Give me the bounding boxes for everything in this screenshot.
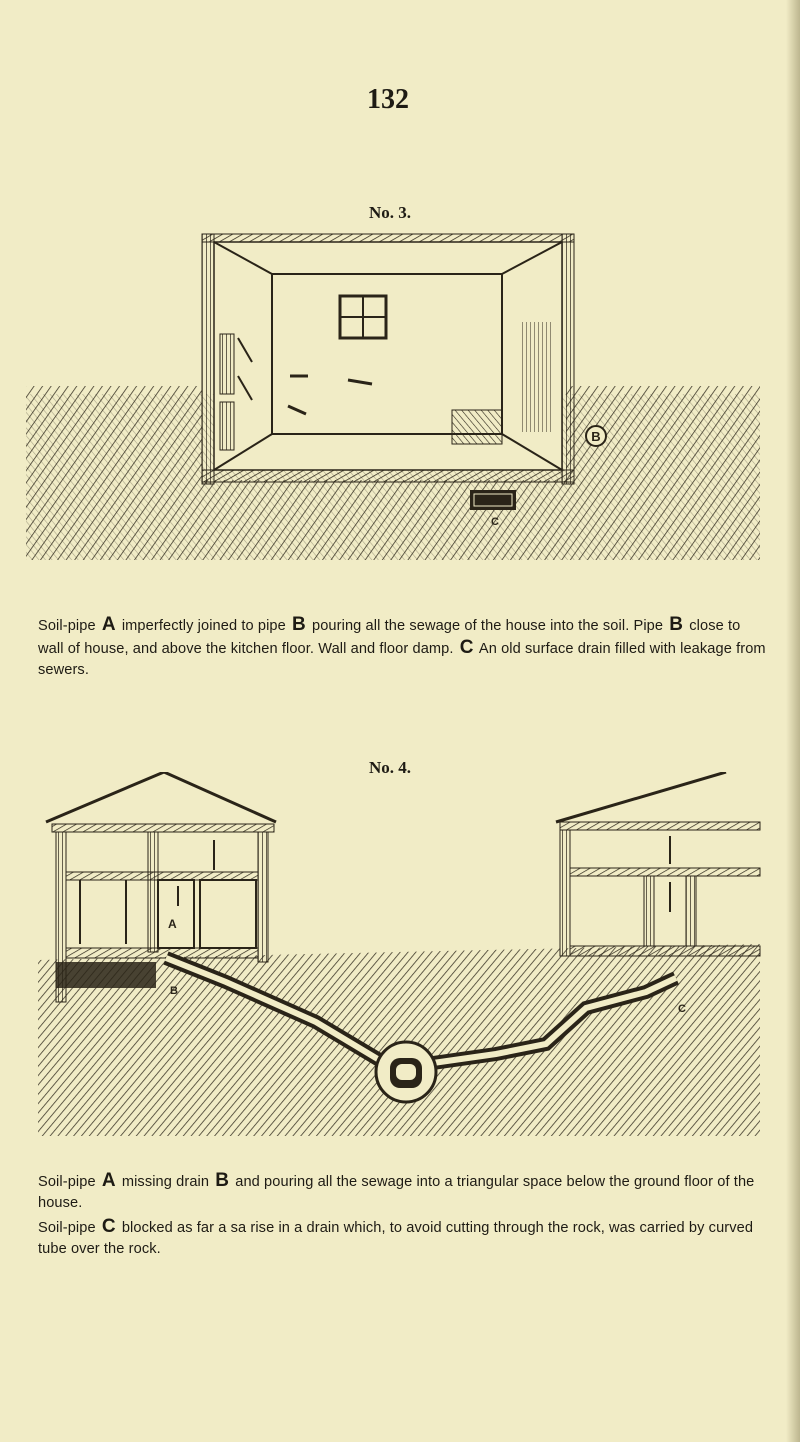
figure-4-caption: Soil-pipe A missing drain B and pouring all the sewage into a triangular space below the ground floor of the house. (38, 1170, 755, 1211)
figure-4-illustration (26, 772, 770, 1144)
figure-4-label: No. 4. (368, 758, 412, 777)
right-house-section (556, 772, 760, 956)
figure-4-caption-2: Soil-pipe C blocked as far a sa rise in a drain which, to avoid cutting through the rock, was carried by curved tube over the rock. (38, 1216, 754, 1257)
marker-a: A (168, 917, 177, 931)
marker-c: C (678, 1003, 686, 1015)
figure-3-caption: Soil-pipe A imperfectly joined to pipe B pouring all the sewage of the house into the soil. Pipe B close to wall of house, and above the kitchen floor. Wall and floor damp. C An old surface drain filled with leakage from sewers. (38, 614, 766, 678)
page-edge-shadow (786, 0, 800, 1442)
house-room-section (202, 234, 574, 510)
marker-b: B (170, 985, 178, 997)
marker-b: B (591, 429, 601, 444)
figure-3-illustration (26, 226, 770, 562)
marker-c: C (491, 516, 499, 528)
figure-3-label: No. 3. (368, 203, 412, 222)
page-number: 132 (367, 84, 409, 115)
